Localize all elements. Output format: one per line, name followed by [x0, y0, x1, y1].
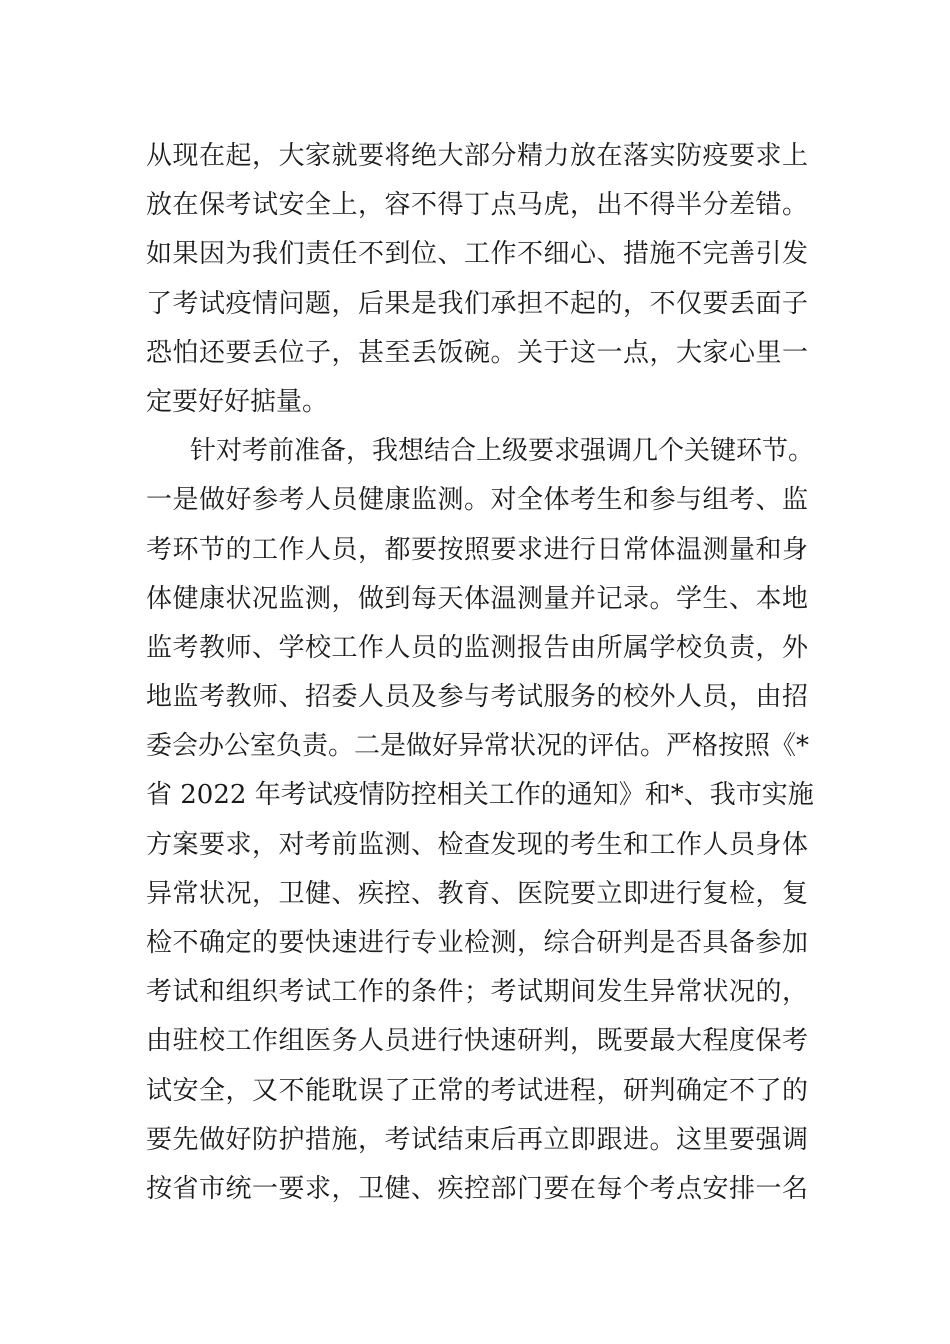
text-line: 委会办公室负责。二是做好异常状况的评估。严格按照《*: [146, 731, 810, 762]
text-line: 省 2022 年考试疫情防控相关工作的通知》和*、我市实施: [146, 780, 814, 811]
text-line: 从现在起，大家就要将绝大部分精力放在落实防疫要求上: [146, 141, 808, 171]
text-line: 放在保考试安全上，容不得丁点马虎，出不得半分差错。: [146, 190, 808, 221]
text-line: 试安全，又不能耽误了正常的考试进程，研判确定不了的: [146, 1075, 808, 1106]
text-line: 按省市统一要求，卫健、疾控部门要在每个考点安排一名: [146, 1173, 808, 1204]
text-line: 如果因为我们责任不到位、工作不细心、措施不完善引发: [146, 239, 808, 270]
text-line: 体健康状况监测，做到每天体温测量并记录。学生、本地: [146, 583, 808, 614]
text-line: 方案要求，对考前监测、检查发现的考生和工作人员身体: [146, 829, 808, 860]
text-line: 异常状况，卫健、疾控、教育、医院要立即进行复检，复: [146, 878, 808, 909]
text-line: 恐怕还要丢位子，甚至丢饭碗。关于这一点，大家心里一: [146, 337, 808, 368]
text-line: 了考试疫情问题，后果是我们承担不起的，不仅要丢面子: [146, 288, 808, 319]
paragraph-1: [146, 132, 808, 427]
text-line: 一是做好参考人员健康监测。对全体考生和参与组考、监: [146, 485, 808, 516]
text-line: 考环节的工作人员，都要按照要求进行日常体温测量和身: [146, 534, 808, 565]
text-line: 考试和组织考试工作的条件；考试期间发生异常状况的，: [146, 977, 808, 1008]
text-line: 检不确定的要快速进行专业检测，综合研判是否具备参加: [146, 928, 808, 958]
paragraph-2: [146, 427, 815, 1214]
text-line: 地监考教师、招委人员及参与考试服务的校外人员，由招: [146, 682, 808, 713]
text-line: 由驻校工作组医务人员进行快速研判，既要最大程度保考: [146, 1026, 808, 1057]
text-line: 监考教师、学校工作人员的监测报告由所属学校负责，外: [146, 632, 808, 663]
text-line: 要先做好防护措施，考试结束后再立即跟进。这里要强调: [146, 1124, 808, 1155]
text-line: 定要好好掂量。: [146, 386, 329, 417]
document-page: [146, 132, 815, 1214]
text-line: 针对考前准备，我想结合上级要求强调几个关键环节。: [190, 436, 815, 467]
